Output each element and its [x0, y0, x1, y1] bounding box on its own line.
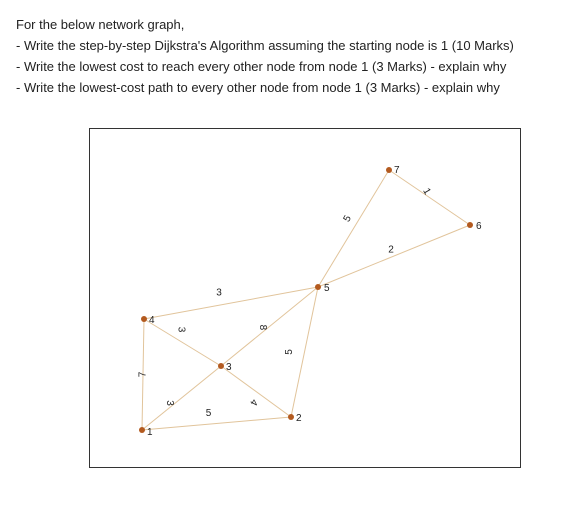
- node-label-4: 4: [149, 315, 155, 326]
- question-item: - Write the lowest-cost path to every other node from node 1 (3 Marks) - explain why: [16, 80, 500, 95]
- node-label-7: 7: [394, 165, 400, 176]
- edges-layer: [142, 170, 470, 430]
- edge-weight-1-2: 5: [205, 408, 212, 420]
- edge-3-5: [221, 287, 318, 366]
- edge-5-6: [318, 225, 470, 287]
- edge-weight-1-3: 3: [163, 400, 175, 406]
- edge-5-7: [318, 170, 389, 287]
- edge-7-6: [389, 170, 470, 225]
- edge-weight-1-4: 7: [137, 371, 149, 378]
- node-label-2: 2: [296, 413, 302, 424]
- node-label-5: 5: [324, 283, 330, 294]
- node-label-6: 6: [476, 221, 482, 232]
- edge-weight-2-5: 5: [284, 349, 296, 355]
- edge-weight-4-3: 3: [175, 326, 187, 333]
- edge-4-5: [144, 287, 318, 319]
- edge-weights-layer: [138, 186, 433, 419]
- node-6: [467, 222, 473, 228]
- node-7: [386, 167, 392, 173]
- edge-weight-3-2: 4: [247, 396, 260, 408]
- edge-weight-5-6: 2: [388, 244, 394, 256]
- question-item: - Write the step-by-step Dijkstra's Algorithm assuming the starting node is 1 (10 Marks): [16, 38, 514, 53]
- network-graph-frame: [89, 128, 521, 468]
- node-5: [315, 284, 321, 290]
- node-4: [141, 316, 147, 322]
- node-label-3: 3: [226, 362, 232, 373]
- edge-1-2: [142, 417, 291, 430]
- edge-3-2: [221, 366, 291, 417]
- node-label-1: 1: [147, 427, 153, 438]
- edge-1-3: [142, 366, 221, 430]
- node-1: [139, 427, 145, 433]
- edge-weight-4-5: 3: [216, 287, 222, 299]
- edge-weight-5-7: 5: [341, 213, 354, 225]
- node-3: [218, 363, 224, 369]
- edge-weight-7-6: 1: [420, 186, 433, 197]
- question-text: [16, 14, 576, 98]
- node-2: [288, 414, 294, 420]
- edge-weight-3-5: 8: [257, 324, 269, 331]
- question-intro: For the below network graph,: [16, 17, 185, 32]
- nodes-layer: [139, 165, 482, 438]
- question-item: - Write the lowest cost to reach every other node from node 1 (3 Marks) - explain why: [16, 59, 507, 74]
- network-graph: [90, 129, 522, 469]
